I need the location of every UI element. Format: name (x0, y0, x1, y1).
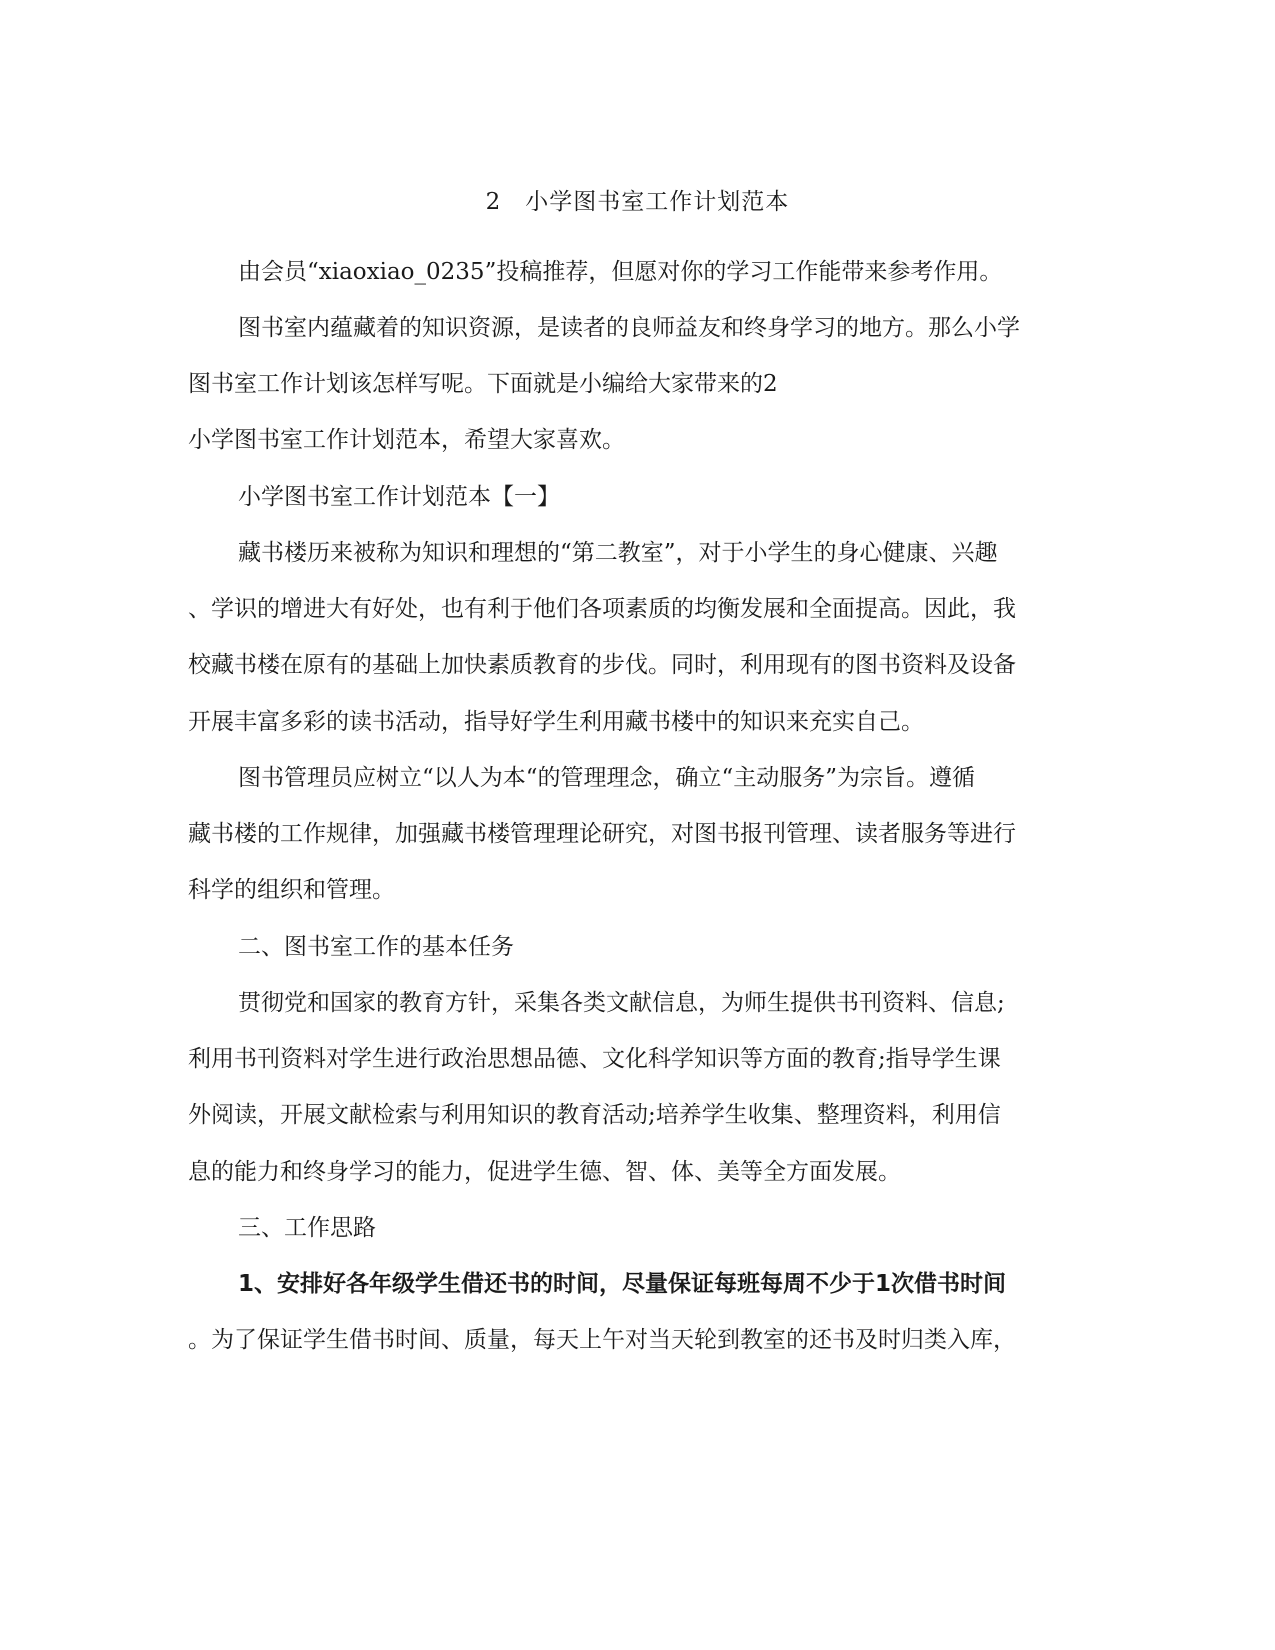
paragraph-line: 利用书刊资料对学生进行政治思想品德、文化科学知识等方面的教育;指导学生课 (188, 1046, 1001, 1072)
paragraph-line: 贯彻党和国家的教育方针，采集各类文献信息，为师生提供书刊资料、信息; (238, 990, 1005, 1016)
paragraph-line: 小学图书室工作计划范本，希望大家喜欢。 (188, 427, 625, 453)
paragraph-line: 息的能力和终身学习的能力，促进学生德、智、体、美等全方面发展。 (188, 1159, 901, 1185)
section-heading-sample-one: 小学图书室工作计划范本【一】 (238, 484, 560, 510)
paragraph-line: 图书管理员应树立“以人为本“的管理理念，确立“主动服务”为宗旨。遵循 (238, 765, 976, 791)
paragraph-line: 图书室内蕴藏着的知识资源，是读者的良师益友和终身学习的地方。那么小学 (238, 315, 1020, 341)
paragraph-line: 。为了保证学生借书时间、质量，每天上午对当天轮到教室的还书及时归类入库， (188, 1327, 1016, 1353)
paragraph-line: 科学的组织和管理。 (188, 877, 395, 903)
paragraph-line: 藏书楼历来被称为知识和理想的“第二教室”，对于小学生的身心健康、兴趣 (238, 540, 998, 566)
paragraph-line: 外阅读，开展文献检索与利用知识的教育活动;培养学生收集、整理资料，利用信 (188, 1102, 1001, 1128)
paragraph-line: 开展丰富多彩的读书活动，指导好学生利用藏书楼中的知识来充实自己。 (188, 709, 924, 735)
paragraph-line-intro: 由会员“xiaoxiao_0235”投稿推荐，但愿对你的学习工作能带来参考作用。 (238, 259, 1003, 285)
paragraph-line: 图书室工作计划该怎样写呢。下面就是小编给大家带来的2 (188, 371, 778, 397)
section-heading-work-approach: 三、工作思路 (238, 1215, 376, 1241)
bold-item-heading: 1、安排好各年级学生借还书的时间，尽量保证每班每周不少于1次借书时间 (238, 1271, 1007, 1297)
paragraph-line: 、学识的增进大有好处，也有利于他们各项素质的均衡发展和全面提高。因此，我 (188, 596, 1016, 622)
paragraph-line: 校藏书楼在原有的基础上加快素质教育的步伐。同时，利用现有的图书资料及设备 (188, 652, 1016, 678)
section-heading-basic-tasks: 二、图书室工作的基本任务 (238, 934, 514, 960)
document-title: 2 小学图书室工作计划范本 (485, 189, 790, 215)
paragraph-line: 藏书楼的工作规律，加强藏书楼管理理论研究，对图书报刊管理、读者服务等进行 (188, 821, 1016, 847)
